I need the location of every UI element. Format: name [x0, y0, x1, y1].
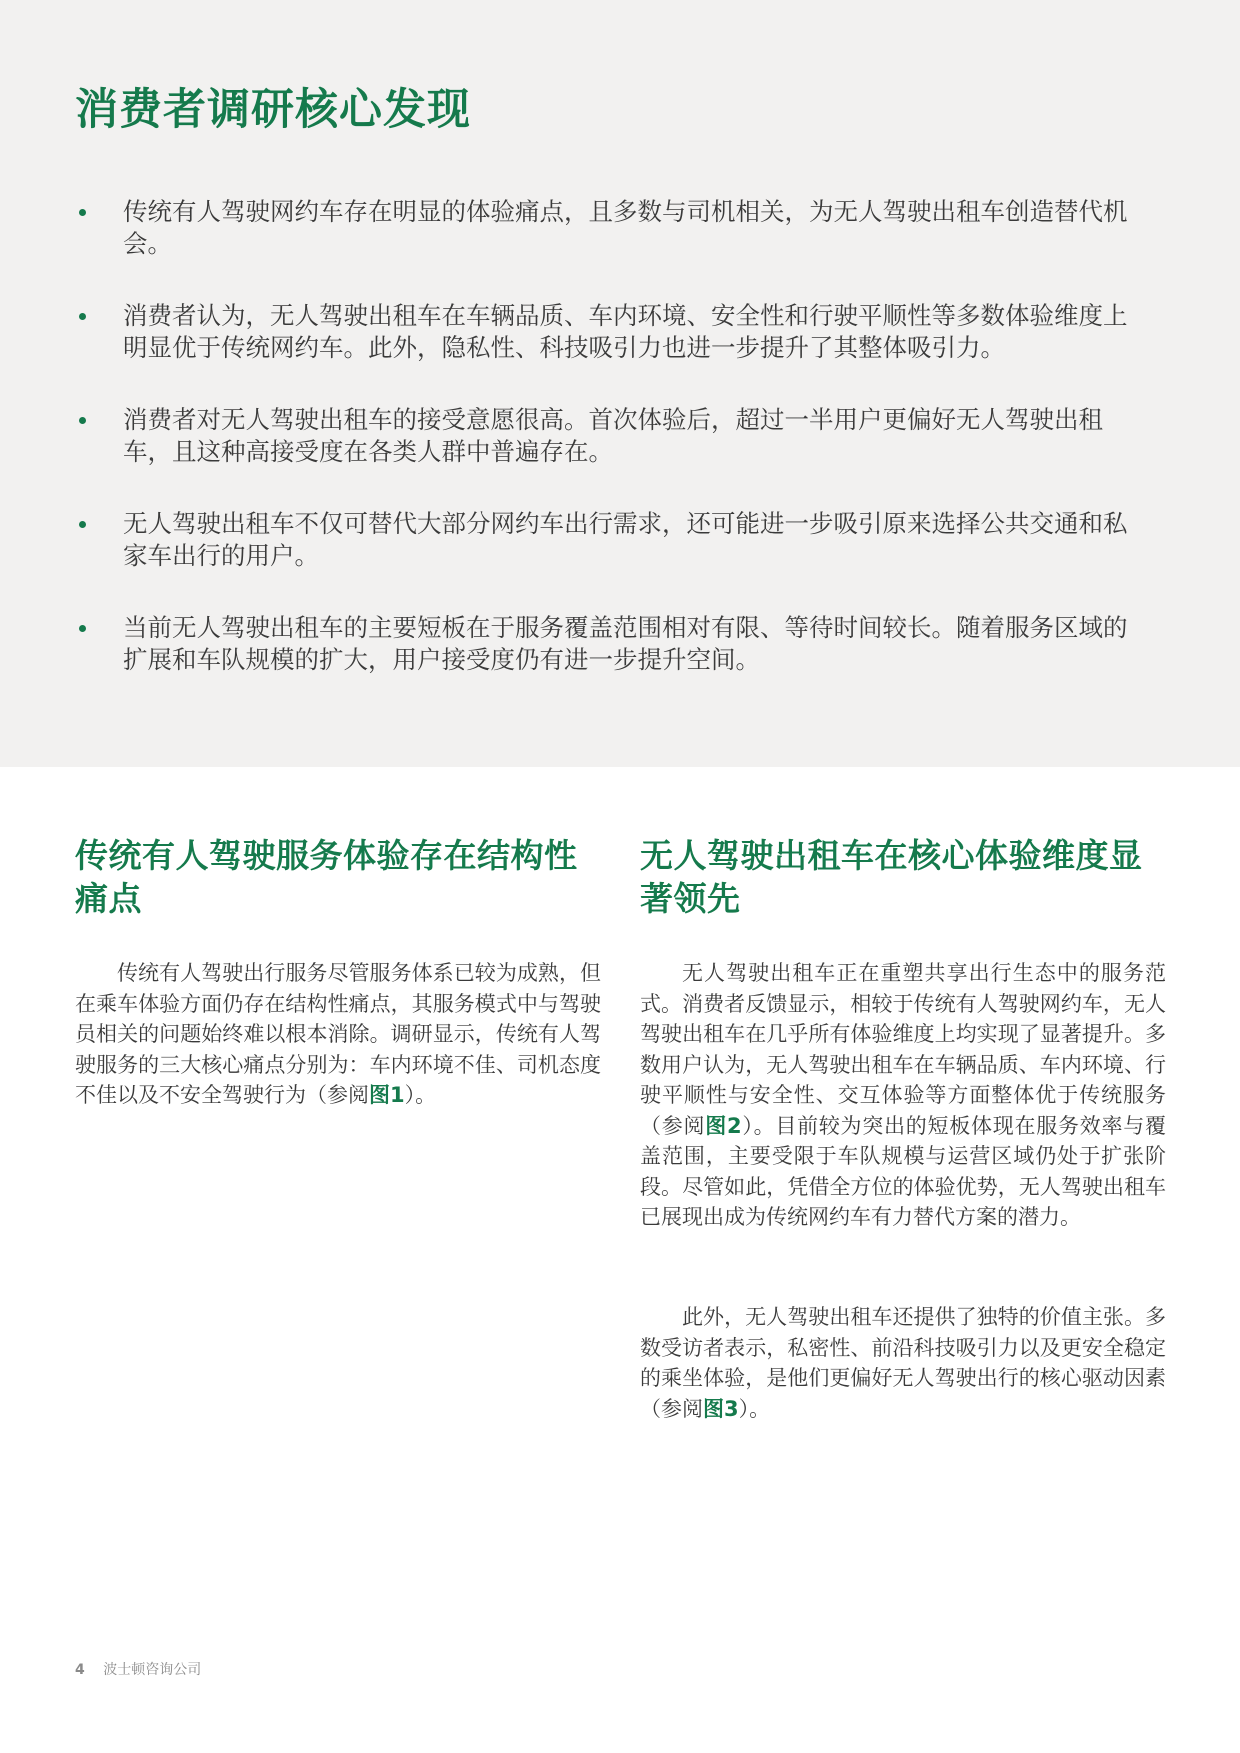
finding-item: [75, 300, 1145, 404]
paragraph-text: 传统有人驾驶出行服务尽管服务体系已较为成熟，但在乘车体验方面仍存在结构性痛点，其服务模式中与驾驶员相关的问题始终难以根本消除。调研显示，传统有人驾驶服务的三大核心痛点分别为：车内环境不佳、司机态度不佳以及不安全驾驶行为（参阅: [75, 961, 601, 1107]
paragraph-text: 无人驾驶出租车正在重塑共享出行生态中的服务范式。消费者反馈显示，相较于传统有人驾驶网约车，无人驾驶出租车在几乎所有体验维度上均实现了显著提升。多数用户认为，无人驾驶出租车在车辆品质、车内环境、行驶平顺性与安全性、交互体验等方面整体优于传统服务（参阅: [640, 961, 1166, 1138]
finding-text: 传统有人驾驶网约车存在明显的体验痛点，且多数与司机相关，为无人驾驶出租车创造替代机会。: [123, 197, 1128, 258]
page-title: 消费者调研核心发现: [75, 85, 471, 135]
paragraph-text: 此外，无人驾驶出租车还提供了独特的价值主张。多数受访者表示，私密性、前沿科技吸引力以及更安全稳定的乘坐体验，是他们更偏好无人驾驶出行的核心驱动因素（参阅: [640, 1305, 1166, 1421]
page-number: 4: [75, 1662, 85, 1678]
finding-text: 消费者认为，无人驾驶出租车在车辆品质、车内环境、安全性和行驶平顺性等多数体验维度上明显优于传统网约车。此外，隐私性、科技吸引力也进一步提升了其整体吸引力。: [123, 301, 1128, 362]
figure-reference-link[interactable]: 图1: [369, 1083, 405, 1107]
company-name: 波士顿咨询公司: [103, 1662, 202, 1678]
paragraph-text: ）。: [738, 1396, 771, 1421]
paragraph-text: ）。: [404, 1083, 437, 1107]
finding-text: 消费者对无人驾驶出租车的接受意愿很高。首次体验后，超过一半用户更偏好无人驾驶出租车，且这种高接受度在各类人群中普遍存在。: [123, 405, 1103, 466]
bullet-icon: [79, 313, 86, 320]
bullet-icon: [79, 417, 86, 424]
finding-item: [75, 612, 1145, 716]
right-section-paragraph-2: [640, 1302, 1166, 1424]
finding-item: [75, 508, 1145, 612]
finding-text: 无人驾驶出租车不仅可替代大部分网约车出行需求，还可能进一步吸引原来选择公共交通和私家车出行的用户。: [123, 509, 1128, 570]
finding-text: 当前无人驾驶出租车的主要短板在于服务覆盖范围相对有限、等待时间较长。随着服务区域的扩展和车队规模的扩大，用户接受度仍有进一步提升空间。: [123, 613, 1128, 674]
left-section-heading: 传统有人驾驶服务体验存在结构性痛点: [75, 836, 578, 918]
paragraph-text: ）。目前较为突出的短板体现在服务效率与覆盖范围，主要受限于车队规模与运营区域仍处于扩张阶段。尽管如此，凭借全方位的体验优势，无人驾驶出租车已展现出成为传统网约车有力替代方案的潜力。: [640, 1113, 1166, 1229]
left-section-paragraph: [75, 958, 601, 1111]
figure-reference-link[interactable]: 图3: [703, 1396, 739, 1421]
key-findings-panel: [0, 0, 1240, 767]
bullet-icon: [79, 209, 86, 216]
finding-item: [75, 196, 1145, 300]
right-section-paragraph-1: [640, 958, 1166, 1233]
right-section-heading: 无人驾驶出租车在核心体验维度显著领先: [640, 836, 1143, 918]
findings-list: [75, 196, 1145, 716]
figure-reference-link[interactable]: 图2: [705, 1113, 742, 1138]
page-footer: [75, 1659, 201, 1679]
bullet-icon: [79, 521, 86, 528]
finding-item: [75, 404, 1145, 508]
bullet-icon: [79, 625, 86, 632]
